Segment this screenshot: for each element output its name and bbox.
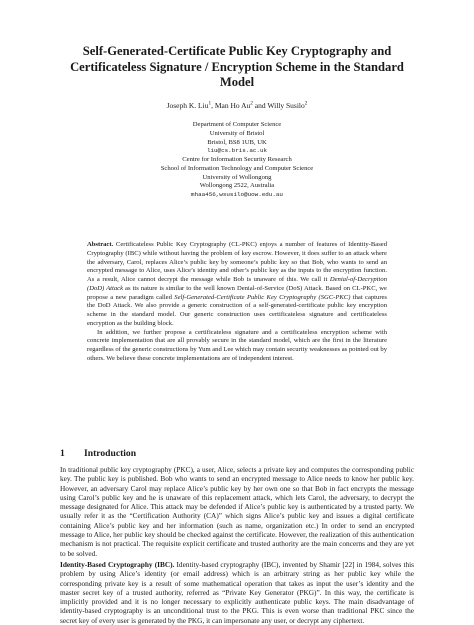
affiliation-university: University of Wollongong: [202, 173, 272, 181]
section-heading: [60, 448, 414, 460]
abstract-text: as its nature is similar to the well known Denial-of-Service (DoS) Attack. Based on CL-PKC, we propose a new paradigm called: [87, 284, 387, 301]
body-paragraph: In traditional public key cryptography (PKC), a user, Alice, selects a private key and computes the corresponding public key. The public key is published. Bob who wants to send an encrypted message to Alice needs to know her public key. However, an adversary Carol may replace Alice’s public key by her own one so that Bob in fact encrypts the message using Carol’s public key and he is unaware of this replacement attack, which lets Carol, the adversary, to decrypt the message designated for Alice. This attack may be defended if Alice’s public key is authenticated by a trusted party. We usually refer it as the “Certification Authority (CA)” which signs Alice’s public key and issues a digital certificate containing Alice’s public key and her information (such as name, organization etc.) In order to send an encrypted message to Alice, her public key should be checked against the certificate. However, the realization of this authentication mechanism is not practical. The requisite explicit certificate and trusted authority are the main concerns and they are yet to be solved.: [60, 465, 414, 558]
affiliation-mark: 1: [208, 100, 212, 107]
author-email: mhaa456,wsusilo@uow.edu.au: [191, 191, 283, 198]
author-name: Joseph K. Liu: [166, 101, 209, 110]
abstract: [87, 241, 387, 364]
body-paragraph: [60, 560, 414, 625]
affiliation-university: University of Bristol: [209, 129, 265, 137]
affiliation-city: Bristol, BS8 1UB, UK: [207, 138, 267, 146]
affiliation-mark: 2: [304, 100, 308, 107]
affiliation-city: Wollongong 2522, Australia: [199, 182, 275, 190]
title-line: Model: [219, 75, 255, 89]
section-number: 1: [60, 448, 65, 459]
abstract-emphasis: Denial-of-Decryption (DoD) Attack: [87, 276, 387, 292]
affiliation-dept: Department of Computer Science: [192, 121, 282, 128]
section-title: Introduction: [84, 448, 137, 459]
title-line: Self-Generated-Certificate Public Key Cryptography and: [82, 44, 392, 58]
section-body: [60, 465, 414, 625]
title-line: Certificateless Signature / Encryption Scheme in the Standard: [70, 59, 404, 74]
body-text: Identity-based cryptography (IBC), invented by Shamir [22] in 1984, solves this problem by using Alice’s identity (or email address) which is an arbitrary string as her public key while the corresponding private key is a result of some mathematical operation that takes as input the user’s identity and the master secret key of a trusted authority, referred as “Private Key Generator (PKG)”. In this way, the certificate is implicitly provided and it is no longer necessary to explicitly authenticate public keys. The main disadvantage of identity-based cryptography is an unconditional trust to the PKG. This is even worse than traditional PKC since the secret key of every user is generated by the PKG, it can impersonate any user, or decrypt any ciphertext.: [60, 559, 414, 625]
paper-title: [60, 44, 414, 91]
abstract-text: that captures the DoD Attack. We also provide a generic construction of a self-generated-certificate public key encryption scheme in the standard model. Our generic construction uses certificateless signature and certificateless encryption as the building block.: [87, 293, 388, 327]
author-separator: ,: [211, 101, 215, 110]
author-name: Willy Susilo: [267, 101, 305, 110]
affiliation-mark: 2: [250, 100, 253, 107]
abstract-label: Abstract.: [87, 241, 114, 248]
author-list: [60, 101, 414, 111]
paragraph-runin-heading: Identity-Based Cryptography (IBC).: [60, 559, 175, 569]
abstract-paragraph: [87, 241, 387, 329]
author-separator: and: [252, 101, 268, 110]
author-name: Man Ho Au: [214, 101, 251, 110]
author-email: liu@cs.bris.ac.uk: [206, 147, 268, 155]
abstract-emphasis: Self-Generated-Certificate Public Key Cryptography (SGC-PKC): [174, 293, 351, 301]
abstract-paragraph: In addition, we further propose a certificateless signature and a certificateless encryption scheme with concrete implementation that are all provably secure in the standard model, which are the first in the literature regardless of the generic constructions by Yum and Lee which may contain security weaknesses as pointed out by others. We believe these concrete implementations are of independent interest.: [87, 328, 387, 362]
affiliations: [60, 121, 414, 200]
affiliation-centre: Centre for Information Security Research: [182, 156, 292, 163]
affiliation-school: School of Information Technology and Computer Science: [160, 164, 314, 172]
abstract-text: Certificateless Public Key Cryptography (CL-PKC) enjoys a number of features of Identity-Based Cryptography (IBC) while without having the problem of key escrow. However, it does suffer to an attack where the adversary, Carol, replaces Alice’s public key by someone’s public key so that Bob, who wants to send an encrypted message to Alice, uses Alice’s identity and other’s public key as the inputs to the encryption function. As a result, Alice cannot decrypt the message while Bob is unaware of this. We call it: [87, 241, 387, 283]
